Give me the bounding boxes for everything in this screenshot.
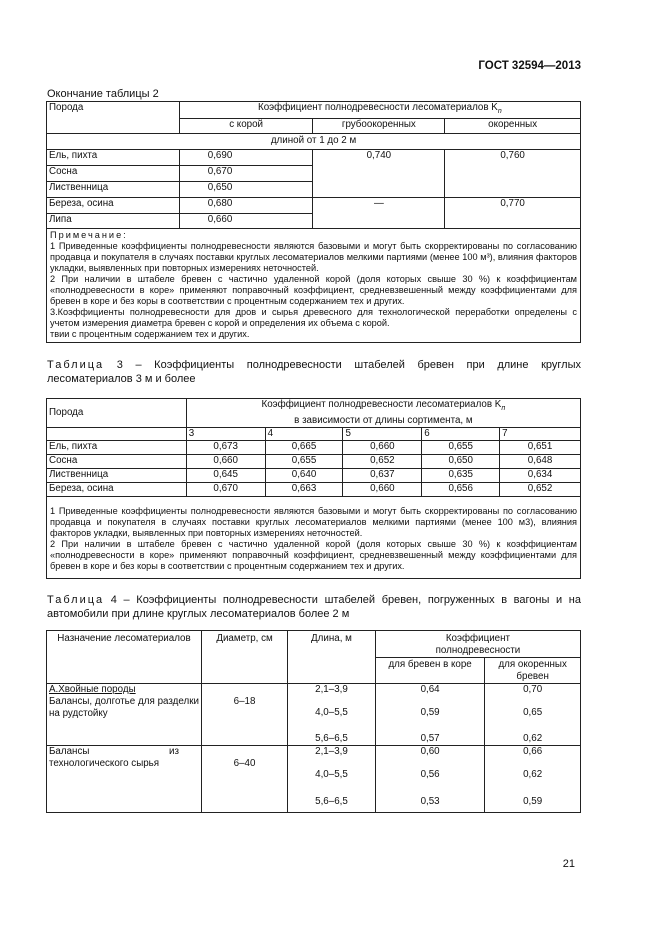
table4-bark-cell: 0,59 bbox=[375, 704, 484, 731]
table4-group2-text: Балансы из технологического сырья bbox=[49, 746, 179, 769]
table2-cell: 0,670 bbox=[179, 165, 313, 181]
table2-row-name: Лиственница bbox=[47, 181, 180, 197]
table3-length-6: 6 bbox=[422, 427, 500, 440]
table4-length-cell: 2,1–3,9 bbox=[288, 746, 376, 766]
table4-group1-text: Балансы, долготье для разделки на рудстойку bbox=[49, 696, 199, 719]
table4-header-coef: Коэффициент полнодревесности bbox=[375, 631, 580, 658]
table3-cell: 0,665 bbox=[265, 440, 343, 454]
table3-cell: 0,637 bbox=[343, 468, 422, 482]
table4-bark-cell: 0,64 bbox=[375, 684, 484, 704]
table4-debarked-cell: 0,70 bbox=[485, 684, 581, 704]
table3-length-5: 5 bbox=[343, 427, 422, 440]
table3-row-name: Ель, пихта bbox=[47, 440, 187, 454]
standard-number: ГОСТ 32594—2013 bbox=[478, 60, 581, 72]
table4-length-cell: 4,0–5,5 bbox=[288, 704, 376, 731]
table2-row-name: Сосна bbox=[47, 165, 180, 181]
table2-length-row: длиной от 1 до 2 м bbox=[47, 133, 581, 149]
table3-notes bbox=[47, 496, 581, 578]
table4-debarked-cell: 0,65 bbox=[485, 704, 581, 731]
table4-length-cell: 5,6–6,5 bbox=[288, 731, 376, 746]
table2-row-name: Липа bbox=[47, 213, 180, 228]
table3-header-coef: Коэффициент полнодревесности лесоматериалов $K_п$ в зависимости от длины сортимента, м bbox=[186, 399, 580, 428]
table2-note-title: Примечание: bbox=[50, 229, 128, 240]
table2-header-coef: Коэффициент полнодревесности лесоматериалов $K_n$ bbox=[179, 102, 580, 119]
table3-row-name: Лиственница bbox=[47, 468, 187, 482]
table2-header-poroda: Порода bbox=[47, 102, 180, 134]
table4-bark-cell: 0,57 bbox=[375, 731, 484, 746]
table4-group1-purpose bbox=[47, 684, 202, 746]
table2-subheader-debarked: окоренных bbox=[445, 118, 581, 133]
table3-header-poroda: Порода bbox=[47, 399, 187, 428]
table3-cell: 0,634 bbox=[500, 468, 581, 482]
table3-cell: 0,651 bbox=[500, 440, 581, 454]
table3-length-7: 7 bbox=[500, 427, 581, 440]
table3-cell: 0,635 bbox=[422, 468, 500, 482]
table4-debarked-cell: 0,62 bbox=[485, 766, 581, 793]
table2-caption: Окончание таблицы 2 bbox=[47, 88, 159, 100]
table3-length-4: 4 bbox=[265, 427, 343, 440]
table3-row-name: Береза, осина bbox=[47, 482, 187, 496]
table3-cell: 0,660 bbox=[343, 440, 422, 454]
table3-title: Таблица 3 – Коэффициенты полнодревесности штабелей бревен при длине круглых лесоматериалов 3 м и более bbox=[47, 359, 581, 385]
table3-cell: 0,663 bbox=[265, 482, 343, 496]
table4-bark-cell: 0,56 bbox=[375, 766, 484, 793]
table3-cell: 0,670 bbox=[186, 482, 265, 496]
table4-length-cell: 4,0–5,5 bbox=[288, 766, 376, 793]
table4-bark-cell: 0,60 bbox=[375, 746, 484, 766]
table2-row-name: Береза, осина bbox=[47, 197, 180, 213]
table2 bbox=[46, 101, 581, 343]
table4-title: Таблица 4 – Коэффициенты полнодревесности штабелей бревен, погруженных в вагоны и на автомобили при длине круглых лесоматериалов более 2 м bbox=[47, 594, 581, 620]
table2-note: 1 Приведенные коэффициенты полнодревесности являются базовыми и могут быть скорректированы по согласованию продавца и покупателя в случаях поставки круглых лесоматериалов мелкими партиями (менее 100 м³), влияния факторов укладки, выявленных при повторных измерениях неточностей. bbox=[50, 240, 577, 273]
page-number: 21 bbox=[562, 858, 575, 870]
table4-length-cell: 2,1–3,9 bbox=[288, 684, 376, 704]
table2-cell: 0,770 bbox=[445, 197, 581, 228]
table3-cell: 0,652 bbox=[343, 454, 422, 468]
table3 bbox=[46, 398, 581, 579]
table4-debarked-cell: 0,66 bbox=[485, 746, 581, 766]
table3-cell: 0,655 bbox=[265, 454, 343, 468]
table2-cell: 0,660 bbox=[179, 213, 313, 228]
table3-note: 1 Приведенные коэффициенты полнодревесности являются базовыми и могут быть скорректированы по согласованию продавца и покупателя в случаях поставки круглых лесоматериалов мелкими партиями (менее 100 м3), влияния факторов укладки, выявленных при повторных измерениях неточностей. bbox=[50, 505, 577, 538]
table2-subheader-rough: грубоокоренных bbox=[313, 118, 445, 133]
table2-cell: 0,740 bbox=[313, 149, 445, 197]
table4-group2-diameter: 6–40 bbox=[202, 746, 288, 813]
table2-note: 2 При наличии в штабеле бревен с частично удаленной корой (доля которых свыше 30 %) к коэффициентам «полнодревесности в коре» применяют поправочный коэффициент, средневзвешенный между коэффициентами для бревен в коре и без коры в соответствии с процентным содержанием тех и других. bbox=[50, 273, 577, 306]
table2-note: 3.Коэффициенты полнодревесности для дров и сырья древесного для технологической переработки определены с учетом измерения диаметра бревен с корой и определения их объема с корой. bbox=[50, 306, 577, 328]
table3-cell: 0,640 bbox=[265, 468, 343, 482]
table3-note: 2 При наличии в штабеле бревен с частично удаленной корой (доля которых свыше 30 %) к коэффициентам «полнодревесности в коре» применяют поправочный коэффициент, средневзвешенный между коэффициентами для бревен в коре и без коры в соответствии с процентным содержанием тех и других. bbox=[50, 538, 577, 571]
table3-length-3: 3 bbox=[186, 427, 265, 440]
table3-row-name: Сосна bbox=[47, 454, 187, 468]
table4-header-diameter: Диаметр, см bbox=[202, 631, 288, 684]
table2-subheader-bark: с корой bbox=[179, 118, 313, 133]
table4-group2-purpose bbox=[47, 746, 202, 813]
table3-cell: 0,673 bbox=[186, 440, 265, 454]
table2-cell: 0,690 bbox=[179, 149, 313, 165]
table2-cell: 0,680 bbox=[179, 197, 313, 213]
table3-empty-cell bbox=[47, 427, 187, 440]
table3-cell: 0,660 bbox=[343, 482, 422, 496]
table2-cell: — bbox=[313, 197, 445, 228]
table4-bark-cell: 0,53 bbox=[375, 793, 484, 813]
table3-cell: 0,660 bbox=[186, 454, 265, 468]
table2-note: твии с процентным содержанием тех и других. bbox=[50, 328, 250, 339]
table2-notes bbox=[47, 228, 581, 342]
table4-header-bark: для бревен в коре bbox=[375, 658, 484, 684]
table4-debarked-cell: 0,59 bbox=[485, 793, 581, 813]
table4-group1-heading: А.Хвойные породы bbox=[49, 684, 136, 695]
table3-cell: 0,652 bbox=[500, 482, 581, 496]
table4-debarked-cell: 0,62 bbox=[485, 731, 581, 746]
table3-cell: 0,645 bbox=[186, 468, 265, 482]
table2-cell: 0,760 bbox=[445, 149, 581, 197]
table4-group1-diameter: 6–18 bbox=[202, 684, 288, 746]
table3-cell: 0,656 bbox=[422, 482, 500, 496]
table2-row-name: Ель, пихта bbox=[47, 149, 180, 165]
table4-header-debarked: для окоренных бревен bbox=[485, 658, 581, 684]
table4-header-purpose: Назначение лесоматериалов bbox=[47, 631, 202, 684]
table3-cell: 0,648 bbox=[500, 454, 581, 468]
table4 bbox=[46, 630, 581, 813]
table3-cell: 0,655 bbox=[422, 440, 500, 454]
table2-cell: 0,650 bbox=[179, 181, 313, 197]
table4-length-cell: 5,6–6,5 bbox=[288, 793, 376, 813]
table3-cell: 0,650 bbox=[422, 454, 500, 468]
table4-header-length: Длина, м bbox=[288, 631, 376, 684]
